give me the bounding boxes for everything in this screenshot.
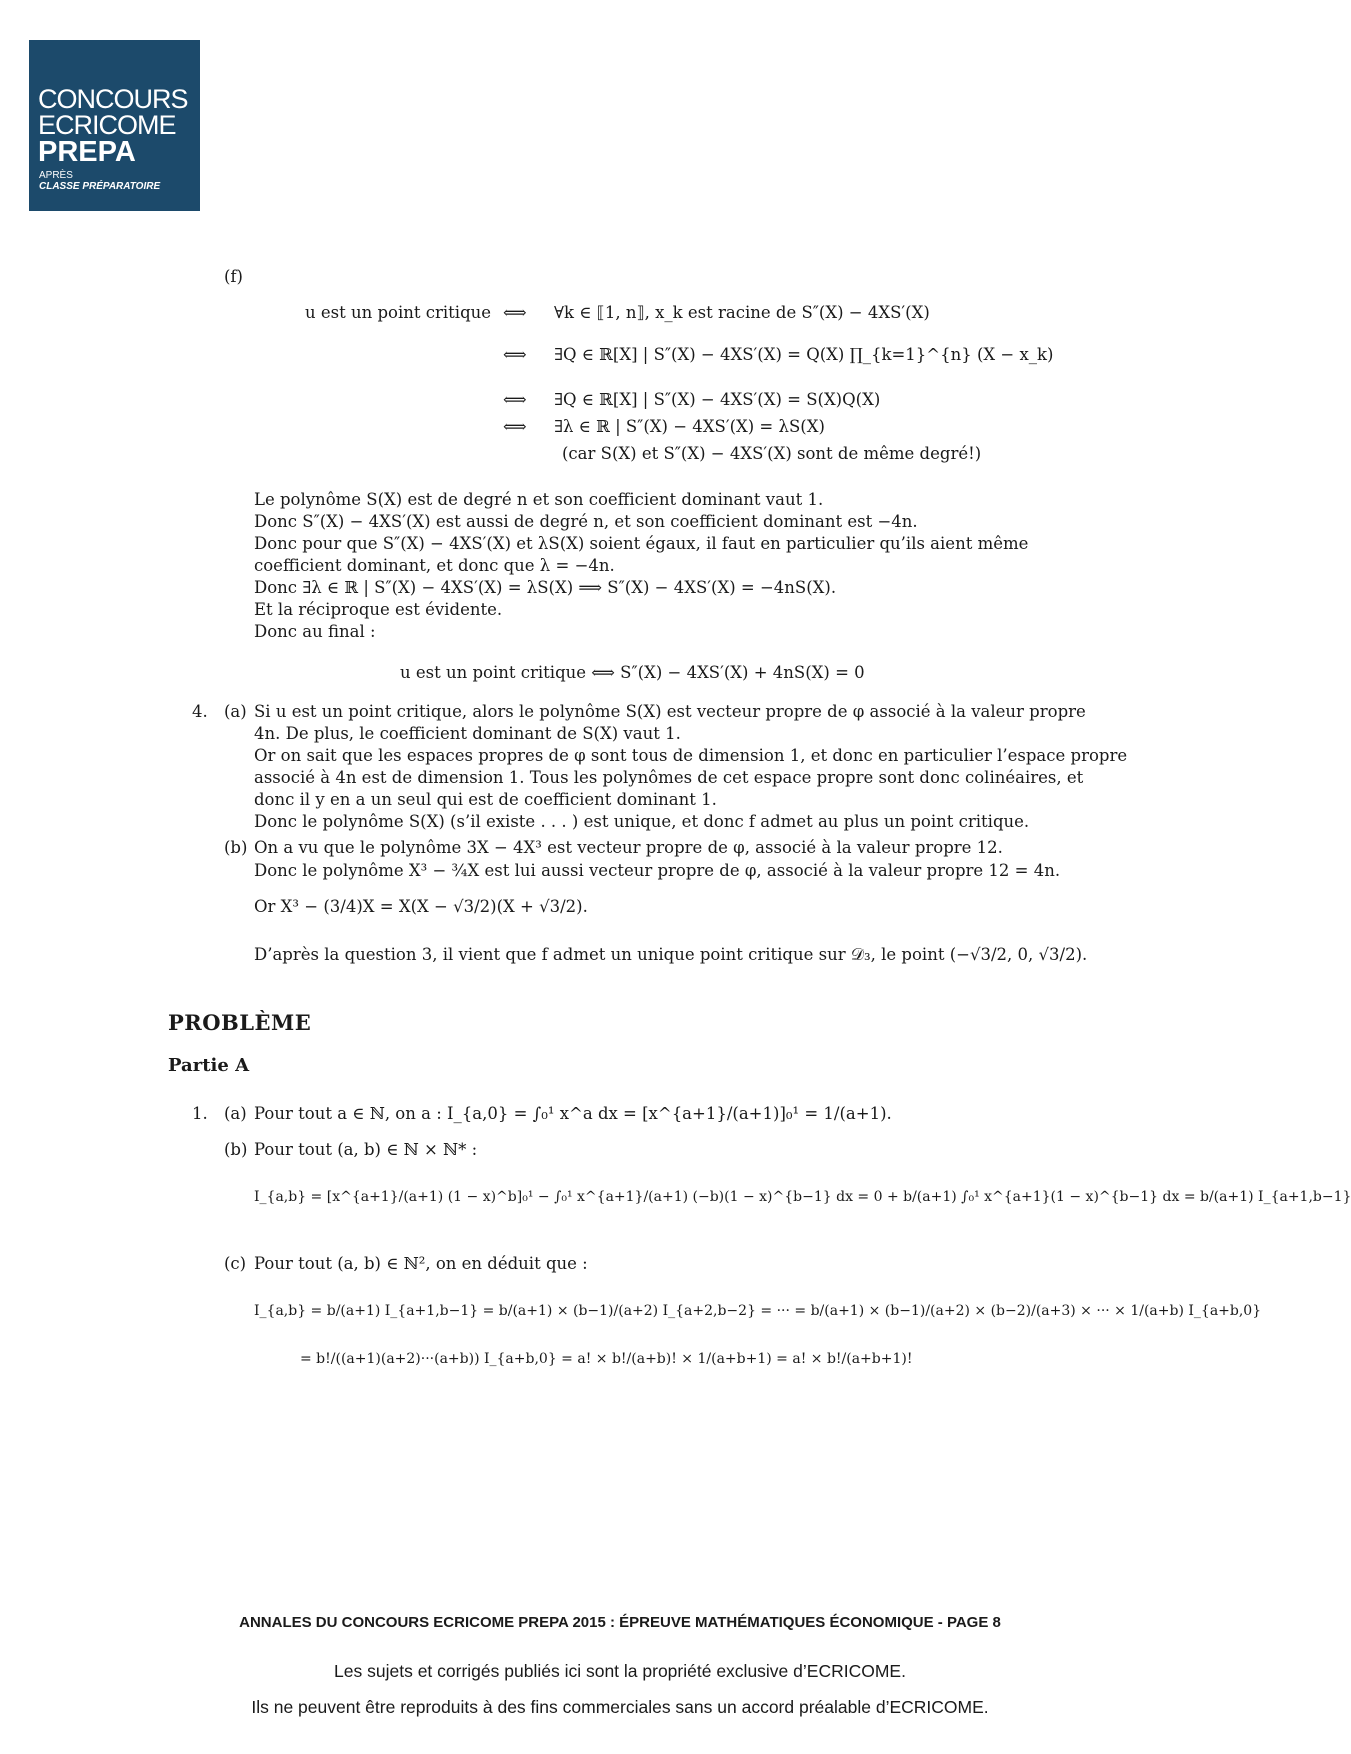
equiv-line-2: ∃Q ∈ ℝ[X] | S″(X) − 4XS′(X) = Q(X) ∏_{k=1}^{n} (X − x_k) bbox=[554, 345, 1054, 364]
q4-a-line-4: associé à 4n est de dimension 1. Tous les polynômes de cet espace propre sont donc colinéaires, et bbox=[254, 768, 1084, 787]
para-line-2: Donc S″(X) − 4XS′(X) est aussi de degré n, et son coefficient dominant est −4n. bbox=[254, 512, 918, 531]
para-line-3: Donc pour que S″(X) − 4XS′(X) et λS(X) soient égaux, il faut en particulier qu’ils aient même bbox=[254, 534, 1029, 553]
para-line-7: Donc au final : bbox=[254, 622, 376, 641]
q4-a-label: (a) bbox=[224, 702, 247, 721]
q4-b-line-3: Or X³ − (3/4)X = X(X − √3/2)(X + √3/2). bbox=[254, 897, 588, 916]
q4-a-line-1: Si u est un point critique, alors le polynôme S(X) est vecteur propre de φ associé à la valeur propre bbox=[254, 702, 1086, 721]
equiv-note: (car S(X) et S″(X) − 4XS′(X) sont de même degré!) bbox=[562, 444, 982, 463]
equiv-line-1: ∀k ∈ ⟦1, n⟧, x_k est racine de S″(X) − 4XS′(X) bbox=[554, 303, 930, 322]
q1-b-equation: I_{a,b} = [x^{a+1}/(a+1) (1 − x)^b]₀¹ − ∫₀¹ x^{a+1}/(a+1) (−b)(1 − x)^{b−1} dx = 0 + b/(a+1) ∫₀¹ x^{a+1}(1 − x)^{b−1} dx = b/(a+1) I_{a+1,b−1} bbox=[254, 1189, 1351, 1205]
footer-title: ANNALES DU CONCOURS ECRICOME PREPA 2015 : ÉPREUVE MATHÉMATIQUES ÉCONOMIQUE - PAGE 8 bbox=[239, 1614, 1001, 1631]
footer-copyright-1: Les sujets et corrigés publiés ici sont la propriété exclusive d’ECRICOME. bbox=[334, 1661, 906, 1681]
section-f-label: (f) bbox=[224, 267, 243, 286]
para-line-1: Le polynôme S(X) est de degré n et son coefficient dominant vaut 1. bbox=[254, 490, 824, 509]
partie-a-heading: Partie A bbox=[168, 1055, 250, 1076]
q1-c-equation-2: = b!/((a+1)(a+2)···(a+b)) I_{a+b,0} = a! × b!/(a+b)! × 1/(a+b+1) = a! × b!/(a+b+1)! bbox=[300, 1351, 913, 1367]
probleme-title: PROBLÈME bbox=[168, 1010, 312, 1035]
q4-a-line-5: donc il y en a un seul qui est de coefficient dominant 1. bbox=[254, 790, 717, 809]
q4-b-line-4: D’après la question 3, il vient que f admet un unique point critique sur 𝒟₃, le point (−√3/2, 0, √3/2). bbox=[254, 945, 1088, 964]
q4-b-line-1: On a vu que le polynôme 3X − 4X³ est vecteur propre de φ, associé à la valeur propre 12. bbox=[254, 838, 1003, 857]
q1-c-label: (c) bbox=[224, 1254, 247, 1273]
equiv-lhs: u est un point critique bbox=[305, 303, 492, 322]
q4-a-line-3: Or on sait que les espaces propres de φ sont tous de dimension 1, et donc en particulier l’espace propre bbox=[254, 746, 1128, 765]
logo-line-prepa: PREPA bbox=[38, 136, 136, 168]
para-line-6: Et la réciproque est évidente. bbox=[254, 600, 503, 619]
q4-b-label: (b) bbox=[224, 838, 248, 857]
q1-a-label: (a) bbox=[224, 1104, 247, 1123]
logo-line-classe: CLASSE PRÉPARATOIRE bbox=[39, 181, 161, 192]
logo-line-apres: APRÈS bbox=[39, 170, 73, 181]
footer-copyright-2: Ils ne peuvent être reproduits à des fins commerciales sans un accord préalable d’ECRICOME. bbox=[251, 1697, 989, 1717]
para-line-5: Donc ∃λ ∈ ℝ | S″(X) − 4XS′(X) = λS(X) ⟹ S″(X) − 4XS′(X) = −4nS(X). bbox=[254, 578, 837, 597]
final-equivalence: u est un point critique ⟺ S″(X) − 4XS′(X) + 4nS(X) = 0 bbox=[400, 663, 865, 682]
logo-line-concours: CONCOURS bbox=[38, 84, 188, 114]
q1-b-text: Pour tout (a, b) ∈ ℕ × ℕ* : bbox=[254, 1140, 478, 1159]
equiv-arrow-1: ⟺ bbox=[503, 303, 527, 322]
q1-a-text: Pour tout a ∈ ℕ, on a : I_{a,0} = ∫₀¹ x^a dx = [x^{a+1}/(a+1)]₀¹ = 1/(a+1). bbox=[254, 1104, 892, 1123]
q1-number: 1. bbox=[192, 1104, 208, 1123]
q4-b-line-2: Donc le polynôme X³ − ¾X est lui aussi vecteur propre de φ, associé à la valeur propre 12 = 4n. bbox=[254, 861, 1061, 880]
q4-a-line-6: Donc le polynôme S(X) (s’il existe . . . ) est unique, et donc f admet au plus un point critique. bbox=[254, 812, 1030, 831]
q4-number: 4. bbox=[192, 702, 208, 721]
logo-line-ecricome: ECRICOME bbox=[38, 110, 176, 140]
equiv-arrow-3: ⟺ bbox=[503, 390, 527, 409]
q1-c-text: Pour tout (a, b) ∈ ℕ², on en déduit que : bbox=[254, 1254, 588, 1273]
ecricome-logo bbox=[29, 40, 200, 211]
q1-c-equation-1: I_{a,b} = b/(a+1) I_{a+1,b−1} = b/(a+1) × (b−1)/(a+2) I_{a+2,b−2} = ··· = b/(a+1) × (b−1)/(a+2) × (b−2)/(a+3) × ··· × 1/(a+b) I_{a+b,0} bbox=[254, 1303, 1262, 1319]
q4-a-line-2: 4n. De plus, le coefficient dominant de S(X) vaut 1. bbox=[254, 724, 681, 743]
equiv-line-3: ∃Q ∈ ℝ[X] | S″(X) − 4XS′(X) = S(X)Q(X) bbox=[554, 390, 881, 409]
equiv-arrow-4: ⟺ bbox=[503, 417, 527, 436]
para-line-4: coefficient dominant, et donc que λ = −4n. bbox=[254, 556, 615, 575]
equiv-arrow-2: ⟺ bbox=[503, 345, 527, 364]
equiv-line-4: ∃λ ∈ ℝ | S″(X) − 4XS′(X) = λS(X) bbox=[554, 417, 825, 436]
q1-b-label: (b) bbox=[224, 1140, 248, 1159]
